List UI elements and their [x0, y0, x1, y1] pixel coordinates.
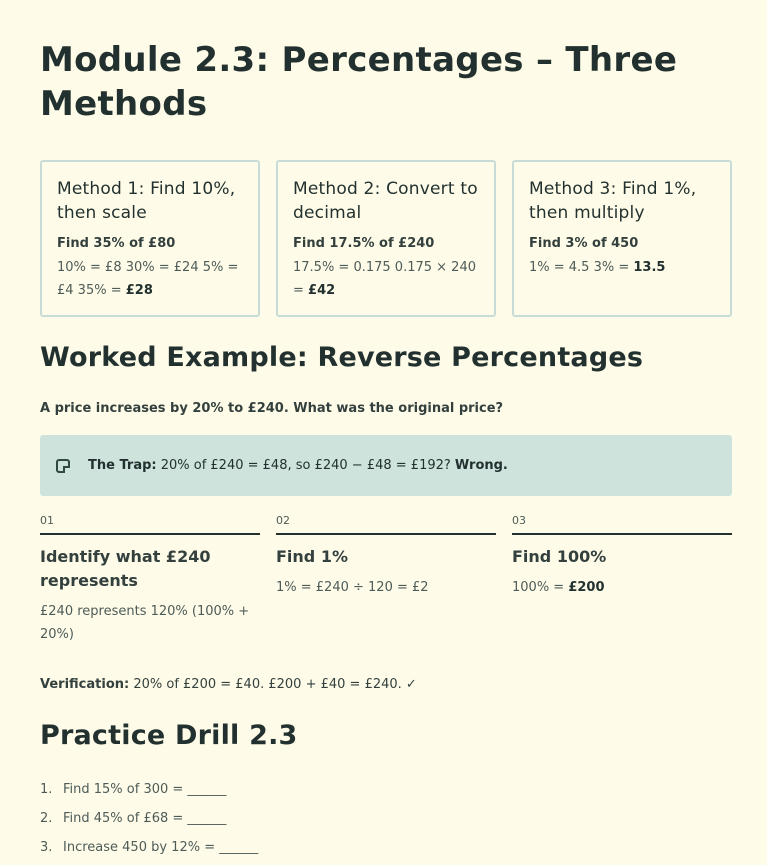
list-item	[40, 811, 732, 840]
method-steps	[57, 256, 244, 302]
item-number: 2.	[40, 811, 53, 826]
item-number: 1.	[40, 782, 53, 797]
method-steps-text: 17.5% = 0.175 0.175 × 240 =	[293, 260, 476, 298]
trap-content	[88, 458, 508, 473]
list-item	[40, 782, 732, 811]
step-3	[512, 514, 732, 646]
verification-label: Verification:	[40, 677, 130, 692]
verification	[40, 677, 732, 692]
step-number: 01	[40, 514, 260, 535]
step-answer: £200	[568, 580, 605, 595]
step-title: Find 1%	[276, 547, 348, 566]
methods-grid	[40, 160, 732, 317]
method-answer: £28	[125, 283, 153, 298]
practice-drill-heading: Practice Drill 2.3	[40, 720, 298, 751]
method-steps-text: 1% = 4.5 3% =	[529, 260, 634, 275]
method-problem: Find 3% of 450	[529, 236, 639, 251]
step-text-body: 1% = £240 ÷ 120 = £2	[276, 580, 429, 595]
method-card-3	[512, 160, 732, 317]
step-text	[512, 576, 732, 599]
method-steps	[293, 256, 480, 302]
list-item	[40, 840, 732, 865]
step-1	[40, 514, 260, 646]
step-number: 02	[276, 514, 496, 535]
item-text: Find 15% of 300 = ______	[63, 782, 227, 797]
step-text-body: £240 represents 120% (100% + 20%)	[40, 604, 250, 642]
method-card-2	[276, 160, 496, 317]
method-problem: Find 35% of £80	[57, 236, 176, 251]
step-text	[276, 576, 496, 599]
method-card-1	[40, 160, 260, 317]
step-title: Find 100%	[512, 547, 607, 566]
method-title: Method 1: Find 10%, then scale	[57, 179, 236, 223]
method-title: Method 3: Find 1%, then multiply	[529, 179, 697, 223]
worked-steps	[40, 514, 732, 646]
step-number: 03	[512, 514, 732, 535]
item-number: 3.	[40, 840, 53, 855]
note-icon	[56, 459, 70, 473]
step-text-body: 100% =	[512, 580, 569, 595]
trap-label: The Trap:	[88, 458, 157, 473]
method-answer: 13.5	[633, 260, 666, 275]
method-answer: £42	[308, 283, 336, 298]
trap-text: 20% of £240 = £48, so £240 − £48 = £192?	[156, 458, 455, 473]
page	[40, 0, 732, 865]
item-text: Increase 450 by 12% = ______	[63, 840, 259, 855]
page-title: Module 2.3: Percentages – Three Methods	[40, 40, 678, 124]
trap-verdict: Wrong.	[454, 458, 508, 473]
trap-callout	[40, 435, 732, 496]
method-steps-text: 10% = £8 30% = £24 5% = £4 35% =	[57, 260, 239, 298]
worked-question: A price increases by 20% to £240. What was the original price?	[40, 401, 504, 416]
step-2	[276, 514, 496, 646]
item-text: Find 45% of £68 = ______	[63, 811, 227, 826]
verification-text: 20% of £200 = £40. £200 + £40 = £240. ✓	[129, 677, 417, 692]
step-title: Identify what £240 represents	[40, 547, 211, 590]
worked-example-heading: Worked Example: Reverse Percentages	[40, 342, 644, 373]
method-problem: Find 17.5% of £240	[293, 236, 435, 251]
method-title: Method 2: Convert to decimal	[293, 179, 478, 223]
method-steps	[529, 256, 716, 279]
step-text	[40, 600, 260, 646]
practice-list	[40, 782, 732, 865]
